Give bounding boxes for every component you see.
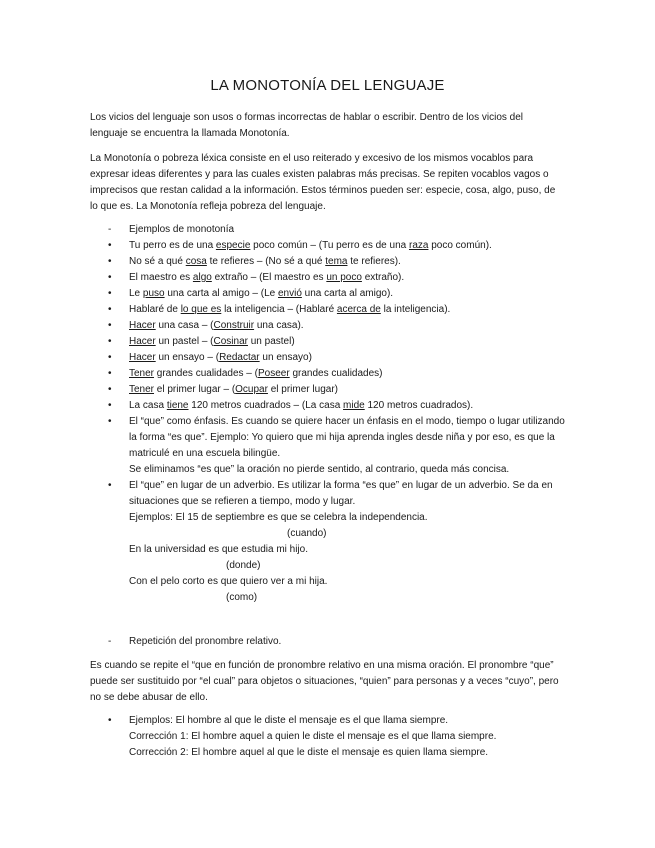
emphasis-text: El “que” como énfasis. Es cuando se quiere hacer un énfasis en el modo, tiempo o lugar utilizando la forma “es que”. Ejemplo: Yo quiero que mi hija aprenda ingles desde niña y por eso, es que la matriculé en una escuela bilingüe. [129, 416, 565, 459]
correction-2: Corrección 2: El hombre aquel al que le diste el mensaje es quien llama siempre. [129, 747, 489, 758]
adverb-example-3: Con el pelo corto es que quiero ver a mi hija. [129, 576, 328, 587]
examples-list [108, 222, 568, 606]
example-item: • Hacer una casa – (Construir una casa). [108, 320, 304, 331]
relative-list [108, 634, 568, 650]
adverb-tag-1: (cuando) [287, 528, 327, 539]
example-item: • Tener grandes cualidades – (Poseer grandes cualidades) [108, 368, 383, 379]
example-item: • Hacer un pastel – (Cosinar un pastel) [108, 336, 295, 347]
example-item: • Tu perro es de una especie poco común – (Tu perro es de una raza poco común). [108, 240, 492, 251]
examples-heading: Ejemplos de monotonía [129, 224, 235, 235]
relative-heading-item: - Repetición del pronombre relativo. [108, 636, 282, 647]
relative-example: Ejemplos: El hombre al que le diste el mensaje es el que llama siempre. [129, 715, 449, 726]
adverb-item: • El “que” en lugar de un adverbio. Es utilizar la forma “es que” en lugar de un adverbio. Se da en situaciones que se refieren a tiempo, modo y lugar. Ejemplos: El 15 de septiembre es que se celebra la independencia. (cuando) En la universidad es que estudia mi hijo. (donde) Con el pelo corto es que quiero ver a mi hija. (como) [108, 478, 568, 606]
example-item: • No sé a qué cosa te refieres – (No sé a qué tema te refieres). [108, 256, 401, 267]
relative-example-item: • Ejemplos: El hombre al que le diste el mensaje es el que llama siempre. Corrección 1: El hombre aquel a quien le diste el mensaje es el que llama siempre. Corrección 2: El hombre aquel al que le diste el mensaje es quien llama siempre. [108, 713, 568, 761]
emphasis-item: • El “que” como énfasis. Es cuando se quiere hacer un énfasis en el modo, tiempo o lugar utilizando la forma “es que”. Ejemplo: Yo quiero que mi hija aprenda ingles desde niña y por eso, es que la matriculé en una escuela bilingüe. Se eliminamos “es que” la oración no pierde sentido, al contrario, queda más concisa. [108, 414, 568, 478]
example-item: • El maestro es algo extraño – (El maestro es un poco extraño). [108, 272, 405, 283]
adverb-example-2: En la universidad es que estudia mi hijo. [129, 544, 308, 555]
example-item: • Hacer un ensayo – (Redactar un ensayo) [108, 352, 312, 363]
emphasis-note: Se eliminamos “es que” la oración no pierde sentido, al contrario, queda más concisa. [129, 464, 510, 475]
example-item: • La casa tiene 120 metros cuadrados – (La casa mide 120 metros cuadrados). [108, 400, 474, 411]
intro-paragraph: Los vicios del lenguaje son usos o formas incorrectas de hablar o escribir. Dentro de los vicios del lenguaje se encuentra la llamada Monotonía. [90, 112, 523, 139]
adverb-tag-3: (como) [226, 592, 258, 603]
example-item: • Hablaré de lo que es la inteligencia – (Hablaré acerca de la inteligencia). [108, 304, 451, 315]
relative-paragraph: Es cuando se repite el “que en función de pronombre relativo en una misma oración. El pronombre “que” puede ser sustituido por “el cual” para objetos o situaciones, “quien” para personas y a veces “cuyo”, pero no se debe abusar de ello. [90, 660, 559, 703]
relative-heading: Repetición del pronombre relativo. [129, 636, 282, 647]
definition-paragraph: La Monotonía o pobreza léxica consiste en el uso reiterado y excesivo de los mismos vocablos para expresar ideas diferentes y para las cuales existen palabras más precisas. Se repiten vocablos vagos o imprecisos que restan calidad a la información. Estos términos pueden ser: especie, cosa, algo, puso, de lo que es. La Monotonía refleja pobreza del lenguaje. [90, 153, 556, 212]
document-title: LA MONOTONÍA DEL LENGUAJE [210, 77, 445, 94]
example-item: • Tener el primer lugar – (Ocupar el primer lugar) [108, 384, 338, 395]
example-item: • Le puso una carta al amigo – (Le envió una carta al amigo). [108, 288, 394, 299]
examples-heading-item: - Ejemplos de monotonía [108, 224, 235, 235]
correction-1: Corrección 1: El hombre aquel a quien le diste el mensaje es el que llama siempre. [129, 731, 497, 742]
adverb-example-1: Ejemplos: El 15 de septiembre es que se celebra la independencia. [129, 512, 428, 523]
adverb-text: El “que” en lugar de un adverbio. Es utilizar la forma “es que” en lugar de un adverbio. Se da en situaciones que se refieren a tiempo, modo y lugar. [129, 480, 553, 507]
adverb-tag-2: (donde) [226, 560, 261, 571]
relative-examples-list [108, 713, 568, 761]
